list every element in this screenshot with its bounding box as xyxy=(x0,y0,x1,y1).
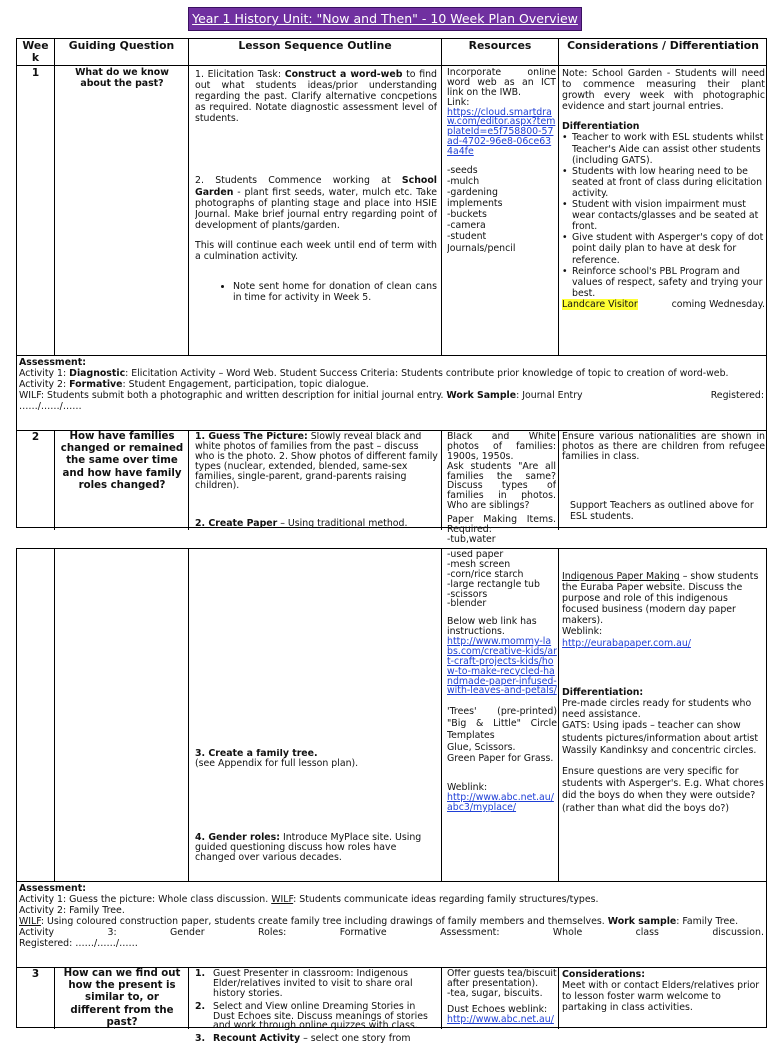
lesson-outline-week-2: 1. Guess The Picture: Slowly reveal black and white photos of families from the past – discuss who is the photo. 2. Show photos of different family types (nuclear, extended, blended, same-sex families, single-parent, grand-parents raising children). 2. Create Paper – Using traditional method. xyxy=(195,432,438,530)
header-week: Wee k xyxy=(22,40,49,65)
diff-item: • Teacher to work with ESL students whilst Teacher's Aide can assist other students (including GATS). xyxy=(562,132,765,165)
week-number: 2 xyxy=(31,431,40,443)
diff-item: • Give student with Asperger's copy of dot point daily plan to have at desk for reference. xyxy=(562,232,765,265)
considerations-week-3: Considerations: Meet with or contact Elders/relatives prior to lesson foster warm welcome to partaking in class activities. xyxy=(562,969,760,1014)
resources-week-1: Incorporate online word web as an ICT link on the IWB. Link: https://cloud.smartdraw.com/editor.aspx?templateId=e5f758800-57ad-4702-96e8-06ce634a4fe -seeds -mulch -gardening implements -buckets -camera -student Journals/pencil xyxy=(447,68,556,254)
myplace-link[interactable]: http://www.abc.net.au/abc3/myplace/ xyxy=(447,791,554,813)
guiding-question: What do we know about the past? xyxy=(75,67,169,90)
header-lesson-outline: Lesson Sequence Outline xyxy=(238,40,392,52)
plan-table-top xyxy=(16,38,767,545)
diff-item: • Reinforce school's PBL Program and values of respect, safety and trying your best. xyxy=(562,266,765,299)
header-considerations: Considerations / Differentiation xyxy=(567,40,759,52)
assessment-week-1: Assessment: Activity 1: Diagnostic: Elicitation Activity – Word Web. Student Success Criteria: Students contribute prior knowledge of topic to creation of word-web. Activity 2: Formative: Student Engagement, participation, topic dialogue. WILF: Students submit both a photographic and written description for initial journal entry. Work Sample: Journal Entry Registered: ……/……/…… xyxy=(19,357,764,413)
document-title: Year 1 History Unit: "Now and Then" - 10 Week Plan Overview xyxy=(188,7,582,31)
considerations-week-1: Note: School Garden - Students will need to commence measuring their plant growth every week with photographic evidence and start journal entries. Differentiation • Teacher to work with ESL students whilst Teacher's Aide can assist other students (including GATS). • Students with low hearing need to be seated at front of class during elicitation activity. • Student with vision impairment must wear contacts/glasses and be seated at front. • Give student with Asperger's copy of dot point daily plan to have at desk for reference. • Reinforce school's PBL Program and values of respect, safety and trying your best. Landcare Visitor coming Wednesday. xyxy=(562,68,765,310)
guiding-question: How have families changed or remained the same over time and how have family roles changed? xyxy=(60,431,184,491)
plan-table-bottom xyxy=(16,548,767,1044)
lesson-outline-week-3: 1. Guest Presenter in classroom: Indigenous Elder/relatives invited to visit to share oral history stories. 2. Select and View online Dreaming Stories in Dust Echoes site. Discuss meanings of stories and work through online quizzes with class. 3. Recount Activity – select one story from xyxy=(195,969,428,1044)
lesson-outline-week-1: 1. Elicitation Task: Construct a word-web to find out what students ideas/prior understanding regarding the past. Clarify alternative concpetions as required. Notate diagnostic assessment level of students. 2. Students Commence working at School Garden - plant first seeds, water, mulch etc. Take photographs of planting stage and place into HSIE Journal. Make brief journal entry regarding point of development of plants/garden. This will continue each week until end of term with a culmination activity. • Note sent home for donation of clean cans in time for activity in Week 5. xyxy=(195,69,437,303)
week-number: 1 xyxy=(31,67,40,79)
header-guiding-question: Guiding Question xyxy=(68,40,175,52)
paper-making-link[interactable]: http://www.mommy-labs.com/creative-kids/art-craft-projects-kids/how-to-make-recycled-handmade-paper-infused-with-leaves-and-petals/ xyxy=(447,636,557,697)
dust-echoes-link[interactable]: http://www.abc.net.au/ xyxy=(447,1013,554,1025)
smartdraw-link[interactable]: https://cloud.smartdraw.com/editor.aspx?templateId=e5f758800-57ad-4702-96e8-06ce634a4fe xyxy=(447,106,556,157)
assessment-week-2: Assessment: Activity 1: Guess the picture: Whole class discussion. WILF: Students communicate ideas regarding family structures/types. Activity 2: Family Tree. WILF: Using coloured construction paper, students create family tree including drawings of family members and themselves. Work sample: Family Tree. Activity 3: Gender Roles: Formative Assessment: Whole class discussion. Registered: ……/……/…… xyxy=(19,883,764,950)
euraba-link[interactable]: http://eurabapaper.com.au/ xyxy=(562,637,691,649)
landcare-highlight: Landcare Visitor xyxy=(562,298,638,310)
week-number: 3 xyxy=(31,968,40,980)
considerations-week-2: Ensure various nationalities are shown in photos as there are children from refugee families in class. Support Teachers as outlined above for ESL students. xyxy=(562,432,765,522)
diff-item: • Students with low hearing need to be seated at front of class during elicitation activity. xyxy=(562,166,765,199)
considerations-week-2-continued: Indigenous Paper Making – show students the Euraba Paper website. Discuss the purpose and role of this indigenous focused business (modern day paper makers). Weblink: http://eurabapaper.com.au/ Differentiation: Pre-made circles ready for students who need assistance. GATS: Using ipads – teacher can show students pictures/information about artist Wassily Kandinksy and concentric circles. Ensure questions are very specific for students with Asperger's. E.g. What chores did the boys do when they were outside? (rather than what did the boys do?) xyxy=(562,571,764,814)
resources-week-2-continued: -used paper -mesh screen -corn/rice starch -large rectangle tub -scissors -blender Below web link has instructions. http://www.mommy-labs.com/creative-kids/art-craft-projects-kids/how-to-make-recycled-handmade-paper-infused-with-leaves-and-petals/ 'Trees' (pre-printed) "Big & Little" Circle Templates Glue, Scissors. Green Paper for Grass. Weblink: http://www.abc.net.au/abc3/myplace/ xyxy=(447,550,557,813)
resources-week-2: Black and White photos of families: 1900s, 1950s. Ask students "Are all families the same? Discuss types of families in photos. Who are siblings? Paper Making Items. Required: -tub,water xyxy=(447,432,556,545)
guiding-question: How can we find out how the present is similar to, or different from the past? xyxy=(63,968,181,1028)
resources-week-3: Offer guests tea/biscuit after presentation). -tea, sugar, biscuits. Dust Echoes weblink: http://www.abc.net.au/ xyxy=(447,969,557,1025)
diff-item: • Student with vision impairment must wear contacts/glasses and be seated at front. xyxy=(562,199,765,232)
header-resources: Resources xyxy=(468,40,532,52)
lesson-outline-week-2-continued: 3. Create a family tree. (see Appendix for full lesson plan). 4. Gender roles: Introduce MyPlace site. Using guided questioning discuss how roles have changed over various decades. xyxy=(195,749,422,863)
